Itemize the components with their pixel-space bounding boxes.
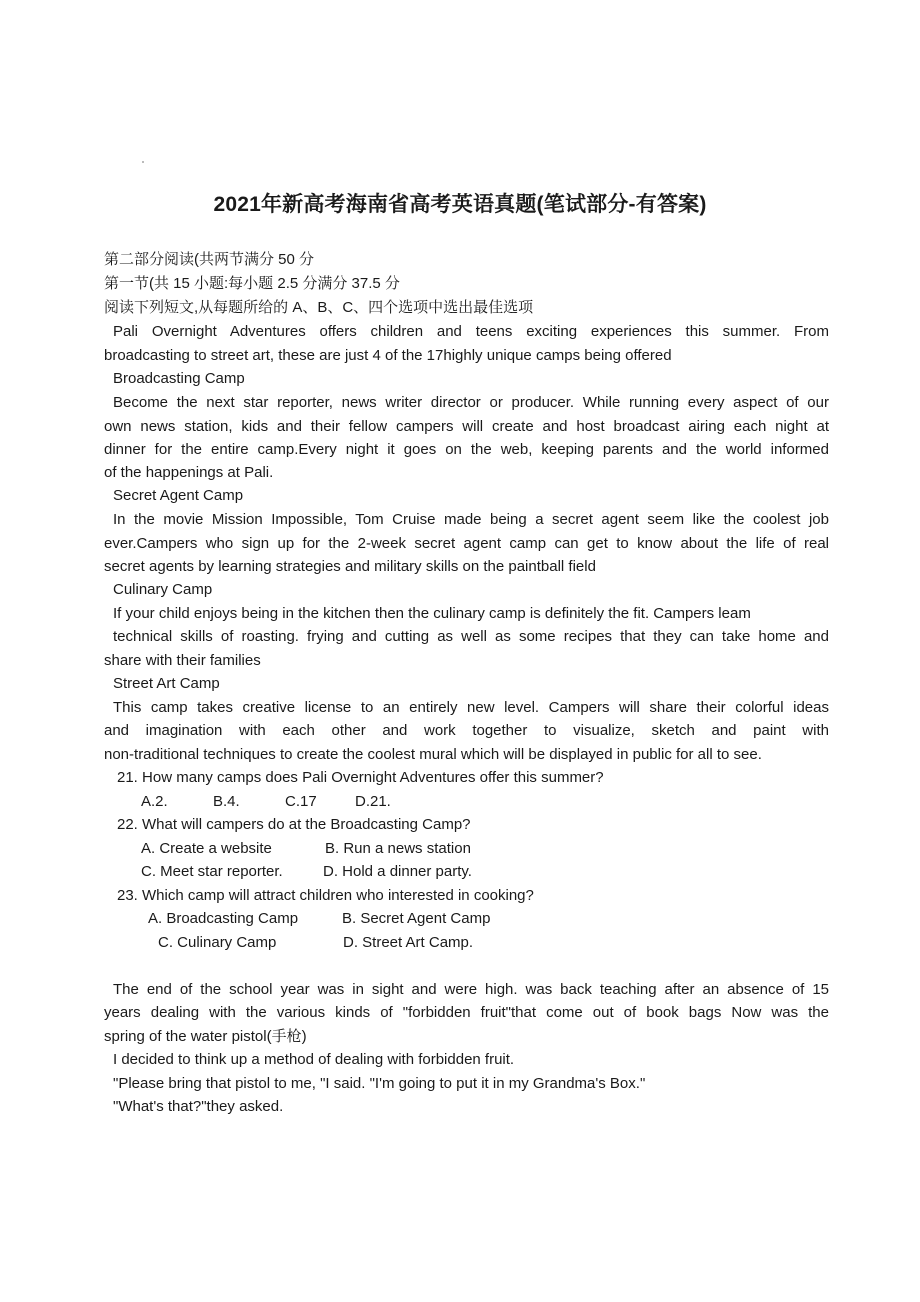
camp-heading-secret-agent: Secret Agent Camp (113, 487, 244, 504)
camp-text-line: technical skills of roasting. frying and cutting as well as some recipes that they can take home and (113, 628, 829, 645)
option-d[interactable]: D.21. (355, 793, 391, 810)
option-a[interactable]: A. Create a website (141, 840, 272, 857)
question-22-options (141, 839, 866, 859)
passage-b-line: I decided to think up a method of dealing with forbidden fruit. (113, 1051, 515, 1068)
option-a[interactable]: A.2. (141, 793, 168, 810)
camp-text-line: This camp takes creative license to an entirely new level. Campers will share their colorful ideas (113, 699, 829, 716)
camp-text-line: share with their families (104, 652, 261, 669)
camp-text-line: ever.Campers who sign up for the 2-week secret agent camp can get to know about the life of real (104, 535, 829, 552)
passage-a-intro-line: Pali Overnight Adventures offers children and teens exciting experiences this summer. From (113, 323, 829, 340)
question-22-options (141, 862, 866, 882)
option-b[interactable]: B.4. (213, 793, 240, 810)
page-title: 2021年新高考海南省高考英语真题(笔试部分-有答案) (213, 193, 707, 216)
camp-text-line: of the happenings at Pali. (104, 464, 274, 481)
camp-text-line: In the movie Mission Impossible, Tom Cruise made being a secret agent seem like the coolest job (113, 511, 829, 528)
camp-text-line: dinner for the entire camp.Every night it goes on the web, keeping parents and the world informed (104, 441, 829, 458)
camp-text-line: Become the next star reporter, news writer director or producer. While running every aspect of our (113, 394, 829, 411)
camp-text-line: and imagination with each other and work together to visualize, sketch and paint with (104, 722, 829, 739)
option-d[interactable]: D. Street Art Camp. (343, 934, 474, 951)
option-d[interactable]: D. Hold a dinner party. (323, 863, 472, 880)
passage-b-line: "What's that?"they asked. (113, 1098, 284, 1115)
camp-text-line: If your child enjoys being in the kitchen then the culinary camp is definitely the fit. Campers leam (113, 605, 751, 622)
camp-text-line: non-traditional techniques to create the coolest mural which will be displayed in public for all to see. (104, 746, 762, 763)
passage-b-line: The end of the school year was in sight and were high. was back teaching after an absence of 15 (113, 981, 829, 998)
question-21-options (141, 792, 866, 812)
option-c[interactable]: C. Meet star reporter. (141, 863, 283, 880)
camp-heading-street-art: Street Art Camp (113, 675, 220, 692)
section-instruction: 阅读下列短文,从每题所给的 A、B、C、四个选项中选出最佳选项 (104, 299, 534, 316)
question-23-options (158, 933, 883, 953)
passage-b-line: spring of the water pistol(手枪) (104, 1028, 307, 1045)
passage-b-line: years dealing with the various kinds of "forbidden fruit"that come out of book bags Now was the (104, 1004, 829, 1021)
section-part: 第二部分阅读(共两节满分 50 分 (104, 251, 315, 268)
scan-speck (142, 161, 144, 163)
camp-text-line: own news station, kids and their fellow campers will create and host broadcast airing each night at (104, 418, 829, 435)
camp-heading-broadcasting: Broadcasting Camp (113, 370, 245, 387)
passage-a-intro-line: broadcasting to street art, these are just 4 of the 17highly unique camps being offered (104, 347, 672, 364)
option-b[interactable]: B. Secret Agent Camp (342, 910, 491, 927)
option-c[interactable]: C.17 (285, 793, 317, 810)
option-b[interactable]: B. Run a news station (325, 840, 471, 857)
section-sub: 第一节(共 15 小题:每小题 2.5 分满分 37.5 分 (104, 275, 400, 292)
question-23: 23. Which camp will attract children who interested in cooking? (117, 887, 534, 904)
question-23-options (148, 909, 873, 929)
passage-b-line: "Please bring that pistol to me, "I said. "I'm going to put it in my Grandma's Box." (113, 1075, 646, 1092)
option-c[interactable]: C. Culinary Camp (158, 934, 277, 951)
option-a[interactable]: A. Broadcasting Camp (148, 910, 299, 927)
question-22: 22. What will campers do at the Broadcasting Camp? (117, 816, 471, 833)
camp-heading-culinary: Culinary Camp (113, 581, 213, 598)
camp-text-line: secret agents by learning strategies and military skills on the paintball field (104, 558, 596, 575)
question-21: 21. How many camps does Pali Overnight Adventures offer this summer? (117, 769, 604, 786)
